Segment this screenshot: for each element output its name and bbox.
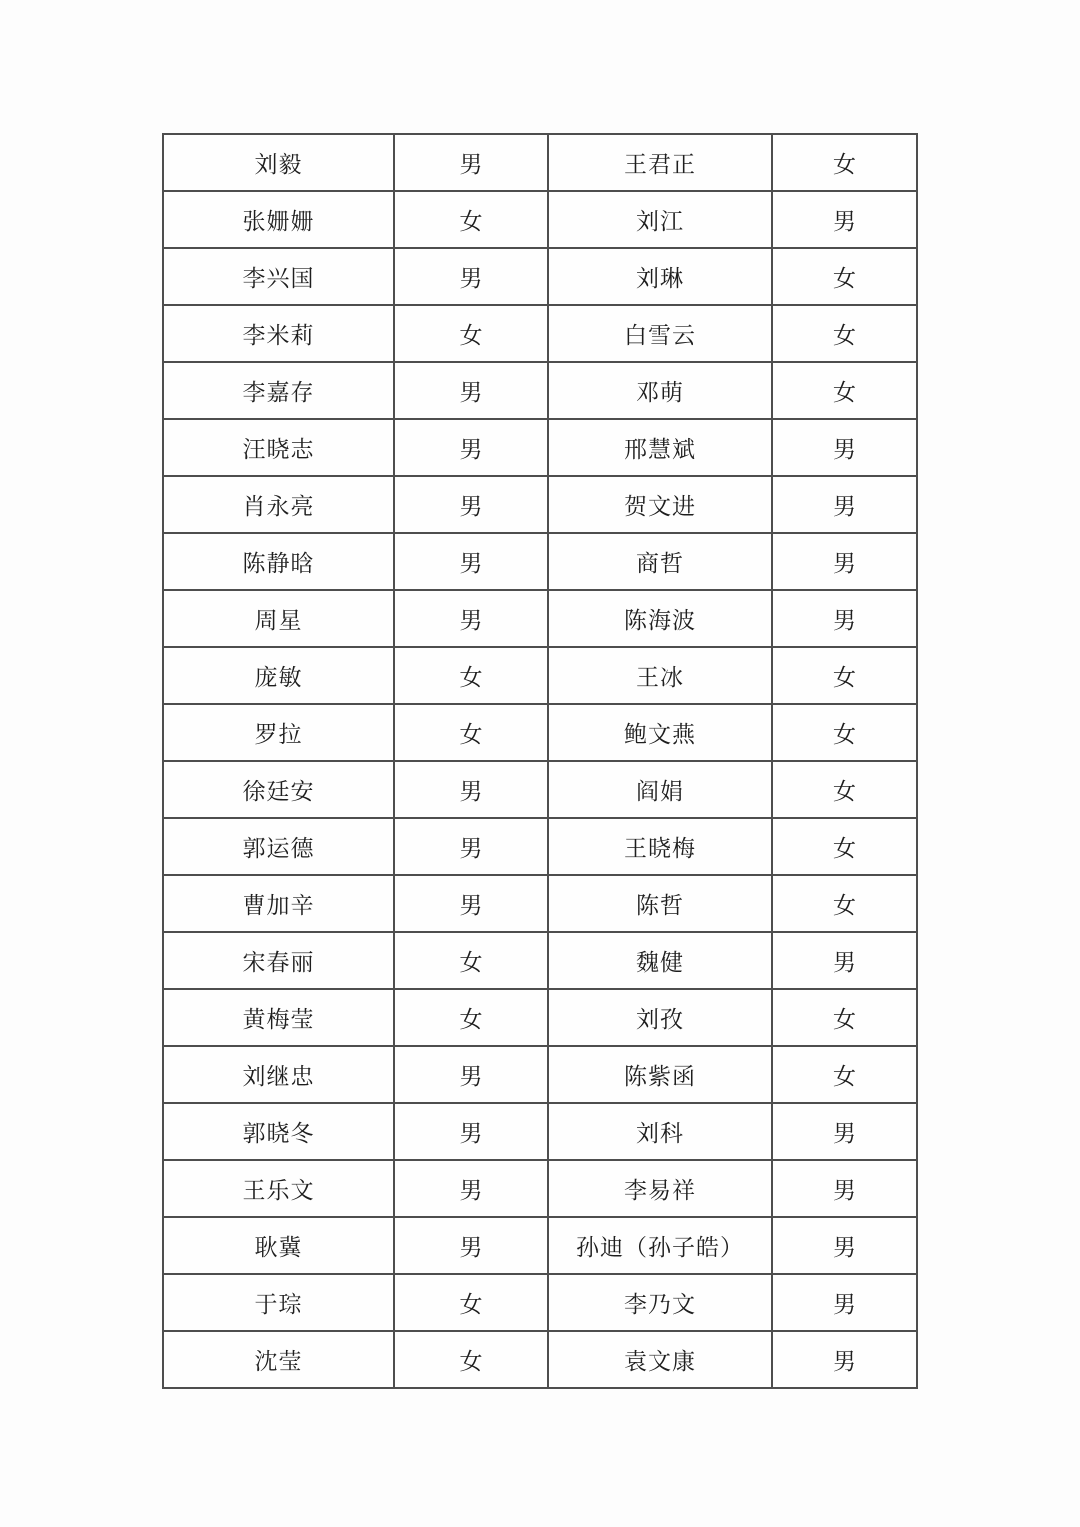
- gender-cell-left: 女: [394, 704, 548, 761]
- name-cell-left: 肖永亮: [163, 476, 394, 533]
- name-cell-left: 刘毅: [163, 134, 394, 191]
- name-cell-left: 李兴国: [163, 248, 394, 305]
- gender-cell-left: 女: [394, 989, 548, 1046]
- name-cell-left: 汪晓志: [163, 419, 394, 476]
- gender-cell-left: 女: [394, 191, 548, 248]
- gender-cell-right: 女: [772, 875, 917, 932]
- name-cell-right: 鲍文燕: [548, 704, 772, 761]
- gender-cell-right: 女: [772, 818, 917, 875]
- gender-cell-left: 男: [394, 1217, 548, 1274]
- name-cell-left: 周星: [163, 590, 394, 647]
- name-cell-right: 王君正: [548, 134, 772, 191]
- gender-cell-right: 女: [772, 761, 917, 818]
- name-cell-right: 陈紫函: [548, 1046, 772, 1103]
- gender-cell-left: 男: [394, 1046, 548, 1103]
- name-cell-left: 庞敏: [163, 647, 394, 704]
- name-cell-right: 孙迪（孙子皓）: [548, 1217, 772, 1274]
- table-row: [163, 134, 917, 191]
- gender-cell-right: 男: [772, 590, 917, 647]
- name-cell-left: 于琮: [163, 1274, 394, 1331]
- gender-cell-right: 男: [772, 1103, 917, 1160]
- table-row: [163, 1331, 917, 1388]
- name-cell-right: 王晓梅: [548, 818, 772, 875]
- gender-cell-left: 女: [394, 1331, 548, 1388]
- table-row: [163, 932, 917, 989]
- name-cell-right: 魏健: [548, 932, 772, 989]
- name-cell-left: 罗拉: [163, 704, 394, 761]
- name-cell-left: 陈静晗: [163, 533, 394, 590]
- name-cell-right: 刘琳: [548, 248, 772, 305]
- gender-cell-right: 女: [772, 704, 917, 761]
- gender-cell-left: 女: [394, 647, 548, 704]
- name-cell-left: 刘继忠: [163, 1046, 394, 1103]
- table-row: [163, 989, 917, 1046]
- table-row: [163, 1046, 917, 1103]
- name-cell-left: 徐廷安: [163, 761, 394, 818]
- table-row: [163, 704, 917, 761]
- name-cell-right: 刘科: [548, 1103, 772, 1160]
- gender-cell-right: 男: [772, 419, 917, 476]
- gender-cell-left: 男: [394, 476, 548, 533]
- table-row: [163, 419, 917, 476]
- gender-cell-right: 女: [772, 305, 917, 362]
- table-row: [163, 818, 917, 875]
- name-cell-left: 曹加辛: [163, 875, 394, 932]
- gender-cell-left: 男: [394, 1103, 548, 1160]
- gender-cell-left: 男: [394, 818, 548, 875]
- gender-cell-left: 女: [394, 932, 548, 989]
- table-row: [163, 533, 917, 590]
- gender-cell-left: 男: [394, 419, 548, 476]
- gender-cell-left: 男: [394, 761, 548, 818]
- table-row: [163, 248, 917, 305]
- gender-cell-left: 女: [394, 1274, 548, 1331]
- name-cell-right: 陈海波: [548, 590, 772, 647]
- gender-cell-right: 男: [772, 1274, 917, 1331]
- name-cell-left: 王乐文: [163, 1160, 394, 1217]
- name-cell-left: 李米莉: [163, 305, 394, 362]
- name-cell-left: 耿冀: [163, 1217, 394, 1274]
- table-row: [163, 1103, 917, 1160]
- name-cell-left: 郭晓冬: [163, 1103, 394, 1160]
- name-cell-right: 邢慧斌: [548, 419, 772, 476]
- table-row: [163, 191, 917, 248]
- gender-cell-left: 男: [394, 590, 548, 647]
- gender-cell-right: 女: [772, 1046, 917, 1103]
- gender-cell-right: 男: [772, 1160, 917, 1217]
- gender-cell-right: 女: [772, 989, 917, 1046]
- table-row: [163, 362, 917, 419]
- name-cell-right: 阎娟: [548, 761, 772, 818]
- name-cell-right: 李乃文: [548, 1274, 772, 1331]
- table-row: [163, 305, 917, 362]
- name-cell-right: 袁文康: [548, 1331, 772, 1388]
- gender-cell-right: 男: [772, 533, 917, 590]
- gender-cell-right: 男: [772, 476, 917, 533]
- name-cell-right: 邓萌: [548, 362, 772, 419]
- name-cell-right: 商哲: [548, 533, 772, 590]
- gender-cell-right: 女: [772, 647, 917, 704]
- name-cell-right: 李易祥: [548, 1160, 772, 1217]
- name-cell-left: 黄梅莹: [163, 989, 394, 1046]
- gender-cell-right: 女: [772, 248, 917, 305]
- table-row: [163, 875, 917, 932]
- name-cell-right: 刘江: [548, 191, 772, 248]
- name-gender-table: [162, 133, 918, 1389]
- name-cell-left: 宋春丽: [163, 932, 394, 989]
- gender-cell-right: 男: [772, 932, 917, 989]
- table-row: [163, 761, 917, 818]
- table-row: [163, 1217, 917, 1274]
- table-row: [163, 647, 917, 704]
- name-cell-left: 郭运德: [163, 818, 394, 875]
- table-row: [163, 1160, 917, 1217]
- gender-cell-left: 男: [394, 875, 548, 932]
- gender-cell-left: 男: [394, 1160, 548, 1217]
- gender-cell-left: 男: [394, 248, 548, 305]
- name-cell-right: 刘孜: [548, 989, 772, 1046]
- gender-cell-right: 男: [772, 1217, 917, 1274]
- gender-cell-left: 男: [394, 134, 548, 191]
- table-row: [163, 1274, 917, 1331]
- name-cell-right: 白雪云: [548, 305, 772, 362]
- table-body: [163, 134, 917, 1388]
- gender-cell-right: 男: [772, 1331, 917, 1388]
- table-row: [163, 476, 917, 533]
- gender-cell-right: 男: [772, 191, 917, 248]
- gender-cell-left: 男: [394, 533, 548, 590]
- name-cell-left: 李嘉存: [163, 362, 394, 419]
- name-cell-right: 贺文进: [548, 476, 772, 533]
- name-cell-left: 沈莹: [163, 1331, 394, 1388]
- gender-cell-right: 女: [772, 362, 917, 419]
- gender-cell-left: 女: [394, 305, 548, 362]
- gender-cell-left: 男: [394, 362, 548, 419]
- table-row: [163, 590, 917, 647]
- gender-cell-right: 女: [772, 134, 917, 191]
- name-cell-right: 王冰: [548, 647, 772, 704]
- name-cell-right: 陈哲: [548, 875, 772, 932]
- name-cell-left: 张姗姗: [163, 191, 394, 248]
